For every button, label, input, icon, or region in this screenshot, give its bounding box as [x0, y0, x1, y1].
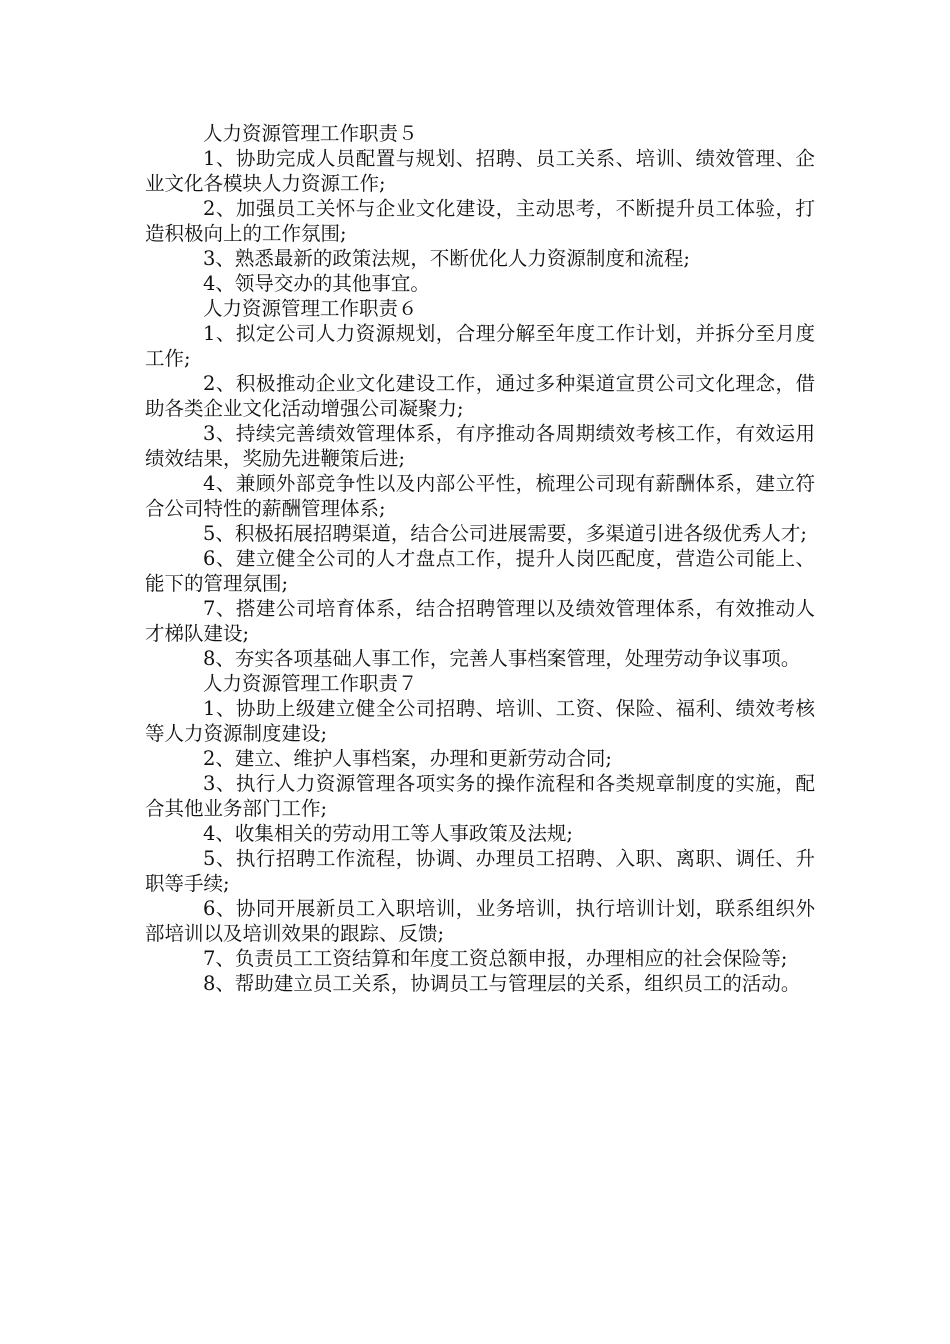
- paragraph: 8、帮助建立员工关系，协调员工与管理层的关系，组织员工的活动。: [203, 972, 801, 995]
- paragraph: 7、搭建公司培育体系，结合招聘管理以及绩效管理体系，有效推动人才梯队建设;: [145, 597, 815, 645]
- paragraph: 1、协助上级建立健全公司招聘、培训、工资、保险、福利、绩效考核等人力资源制度建设;: [145, 697, 815, 745]
- paragraph: 2、积极推动企业文化建设工作，通过多种渠道宣贯公司文化理念，借助各类企业文化活动增强公司凝聚力;: [145, 372, 815, 420]
- paragraph: 3、执行人力资源管理各项实务的操作流程和各类规章制度的实施，配合其他业务部门工作;: [145, 772, 815, 820]
- paragraph: 5、积极拓展招聘渠道，结合公司进展需要，多渠道引进各级优秀人才;: [203, 522, 807, 545]
- paragraph: 3、熟悉最新的政策法规，不断优化人力资源制度和流程;: [203, 247, 690, 270]
- paragraph: 5、执行招聘工作流程，协调、办理员工招聘、入职、离职、调任、升职等手续;: [145, 847, 815, 895]
- section-heading: 人力资源管理工作职责７: [203, 672, 418, 695]
- paragraph: 1、拟定公司人力资源规划，合理分解至年度工作计划，并拆分至月度工作;: [145, 322, 815, 370]
- paragraph: 3、持续完善绩效管理体系，有序推动各周期绩效考核工作，有效运用绩效结果，奖励先进鞭策后进;: [145, 422, 815, 470]
- paragraph: 4、领导交办的其他事宜。: [203, 272, 430, 295]
- document-body: [145, 121, 815, 996]
- paragraph: 2、加强员工关怀与企业文化建设，主动思考，不断提升员工体验，打造积极向上的工作氛围;: [145, 197, 815, 245]
- paragraph: 6、协同开展新员工入职培训，业务培训，执行培训计划，联系组织外部培训以及培训效果的跟踪、反馈;: [145, 897, 815, 945]
- section-heading: 人力资源管理工作职责５: [203, 122, 418, 145]
- paragraph: 8、夯实各项基础人事工作，完善人事档案管理，处理劳动争议事项。: [203, 647, 801, 670]
- section-heading: 人力资源管理工作职责６: [203, 297, 418, 320]
- paragraph: 4、兼顾外部竞争性以及内部公平性，梳理公司现有薪酬体系，建立符合公司特性的薪酬管理体系;: [145, 472, 815, 520]
- paragraph: 4、收集相关的劳动用工等人事政策及法规;: [203, 822, 573, 845]
- paragraph: 2、建立、维护人事档案，办理和更新劳动合同;: [203, 747, 612, 770]
- paragraph: 6、建立健全公司的人才盘点工作，提升人岗匹配度，营造公司能上、能下的管理氛围;: [145, 547, 815, 595]
- paragraph: 1、协助完成人员配置与规划、招聘、员工关系、培训、绩效管理、企业文化各模块人力资源工作;: [145, 147, 815, 195]
- paragraph: 7、负责员工工资结算和年度工资总额申报，办理相应的社会保险等;: [203, 947, 788, 970]
